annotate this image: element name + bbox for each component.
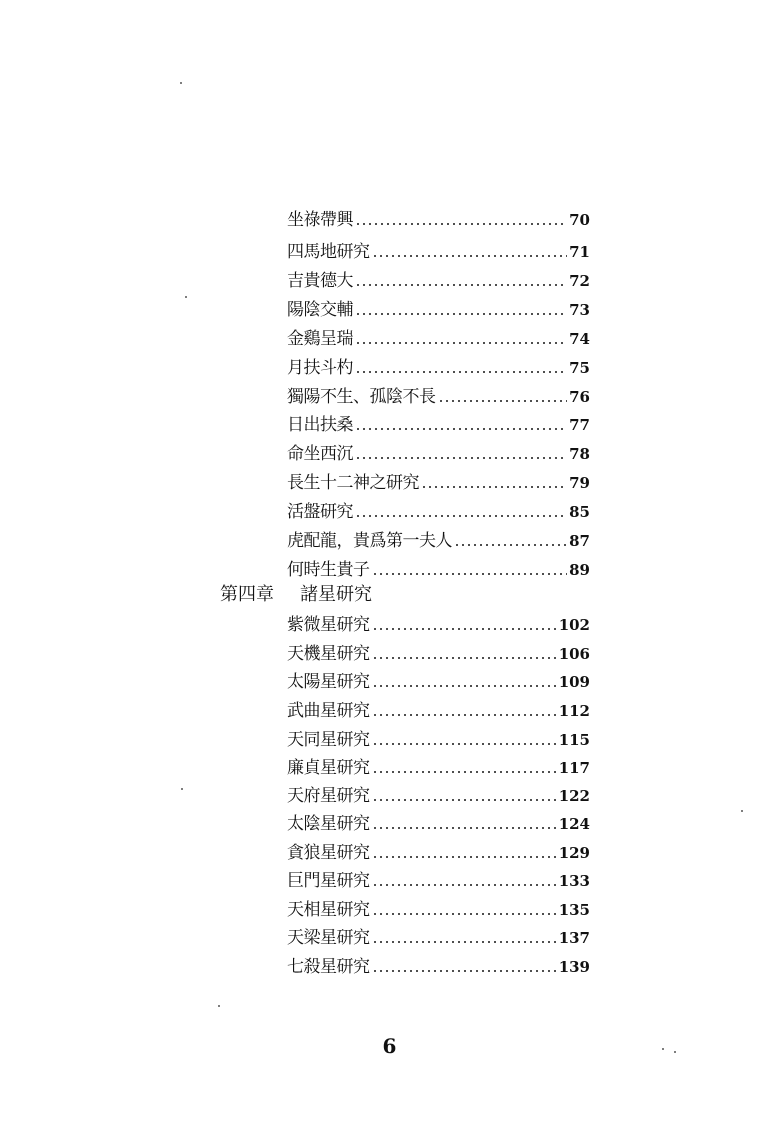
entry-title: 金鷄呈瑞 [287, 329, 353, 349]
entry-page: 122 [558, 787, 590, 805]
toc-entry [287, 206, 590, 234]
entry-title: 日出扶桑 [287, 415, 353, 435]
entry-page: 117 [558, 759, 590, 777]
dot-leader [372, 573, 568, 575]
entry-title: 武曲星研究 [287, 701, 370, 721]
entry-page: 109 [558, 673, 590, 691]
dot-leader [372, 856, 557, 858]
entry-page: 70 [569, 211, 590, 229]
entry-page: 115 [558, 731, 590, 749]
scan-speck [741, 810, 743, 812]
dot-leader [438, 400, 568, 402]
dot-leader [355, 313, 567, 315]
entry-page: 78 [569, 445, 590, 463]
entry-page: 112 [558, 702, 590, 720]
entry-page: 129 [558, 844, 590, 862]
chapter-title: 諸星研究 [300, 584, 372, 605]
dot-leader [355, 342, 567, 344]
toc-entry [287, 383, 590, 411]
entry-title: 七殺星研究 [287, 957, 370, 977]
scan-speck [181, 788, 183, 790]
entry-title: 天府星研究 [287, 786, 370, 806]
entry-page: 72 [569, 272, 590, 290]
entry-title: 虎配龍，貴爲第一夫人 [287, 531, 452, 551]
dot-leader [355, 284, 567, 286]
dot-leader [372, 884, 557, 886]
dot-leader [355, 457, 567, 459]
scan-speck [662, 1048, 664, 1050]
toc-entry [287, 953, 590, 981]
entry-page: 124 [558, 815, 590, 833]
dot-leader [454, 544, 567, 546]
dot-leader [372, 685, 557, 687]
toc-entry [287, 697, 590, 725]
chapter-heading [220, 581, 590, 609]
toc-entry [287, 556, 590, 584]
toc-entry [287, 640, 590, 668]
dot-leader [355, 428, 567, 430]
entry-title: 活盤研究 [287, 502, 353, 522]
toc-entry [287, 896, 590, 924]
entry-page: 133 [558, 872, 590, 890]
entry-title: 坐祿帶興 [287, 210, 353, 230]
entry-page: 76 [569, 388, 590, 406]
scan-speck [185, 296, 187, 298]
dot-leader [355, 515, 567, 517]
entry-page: 106 [558, 645, 590, 663]
entry-title: 月扶斗杓 [287, 358, 353, 378]
dot-leader [372, 714, 557, 716]
entry-title: 陽陰交輔 [287, 300, 353, 320]
entry-title: 天梁星研究 [287, 928, 370, 948]
entry-page: 85 [569, 503, 590, 521]
dot-leader [372, 970, 557, 972]
dot-leader [372, 628, 557, 630]
entry-title: 太陰星研究 [287, 814, 370, 834]
dot-leader [372, 827, 557, 829]
entry-title: 吉貴德大 [287, 271, 353, 291]
toc-entry [287, 354, 590, 382]
toc-entry [287, 668, 590, 696]
entry-title: 廉貞星研究 [287, 758, 370, 778]
entry-page: 71 [569, 243, 590, 261]
toc-entry [287, 839, 590, 867]
toc-entry [287, 527, 590, 555]
entry-page: 73 [569, 301, 590, 319]
entry-title: 何時生貴子 [287, 560, 370, 580]
scan-speck [218, 1005, 220, 1007]
entry-page: 74 [569, 330, 590, 348]
dot-leader [372, 743, 557, 745]
dot-leader [372, 255, 568, 257]
entry-page: 137 [558, 929, 590, 947]
toc-entry [287, 810, 590, 838]
toc-entry [287, 267, 590, 295]
toc-entry [287, 611, 590, 639]
entry-page: 102 [558, 616, 590, 634]
dot-leader [355, 223, 567, 225]
toc-entry [287, 754, 590, 782]
toc-entry [287, 924, 590, 952]
toc-entry [287, 726, 590, 754]
scan-speck [180, 82, 182, 84]
dot-leader [421, 486, 567, 488]
entry-title: 天機星研究 [287, 644, 370, 664]
entry-page: 75 [569, 359, 590, 377]
toc-entry [287, 498, 590, 526]
toc-entry [287, 296, 590, 324]
entry-title: 貪狼星研究 [287, 843, 370, 863]
entry-title: 天同星研究 [287, 730, 370, 750]
toc-entry [287, 782, 590, 810]
entry-title: 巨門星研究 [287, 871, 370, 891]
dot-leader [372, 799, 557, 801]
entry-title: 長生十二神之研究 [287, 473, 419, 493]
dot-leader [372, 913, 557, 915]
scan-speck [674, 1051, 676, 1053]
toc-entry [287, 238, 590, 266]
toc-entry [287, 411, 590, 439]
entry-title: 命坐西沉 [287, 444, 353, 464]
toc-entry [287, 440, 590, 468]
entry-title: 獨陽不生、孤陰不長 [287, 387, 436, 407]
entry-page: 79 [569, 474, 590, 492]
page-number: 6 [382, 1034, 397, 1058]
entry-page: 89 [569, 561, 590, 579]
entry-page: 139 [558, 958, 590, 976]
toc-entry [287, 867, 590, 895]
toc-entry [287, 469, 590, 497]
entry-title: 天相星研究 [287, 900, 370, 920]
dot-leader [355, 371, 567, 373]
entry-page: 77 [569, 416, 590, 434]
entry-title: 太陽星研究 [287, 672, 370, 692]
entry-title: 四馬地研究 [287, 242, 370, 262]
toc-entry [287, 325, 590, 353]
dot-leader [372, 657, 557, 659]
entry-page: 135 [558, 901, 590, 919]
entry-title: 紫微星研究 [287, 615, 370, 635]
dot-leader [372, 941, 557, 943]
chapter-label: 第四章 [220, 584, 274, 605]
dot-leader [372, 771, 557, 773]
entry-page: 87 [569, 532, 590, 550]
